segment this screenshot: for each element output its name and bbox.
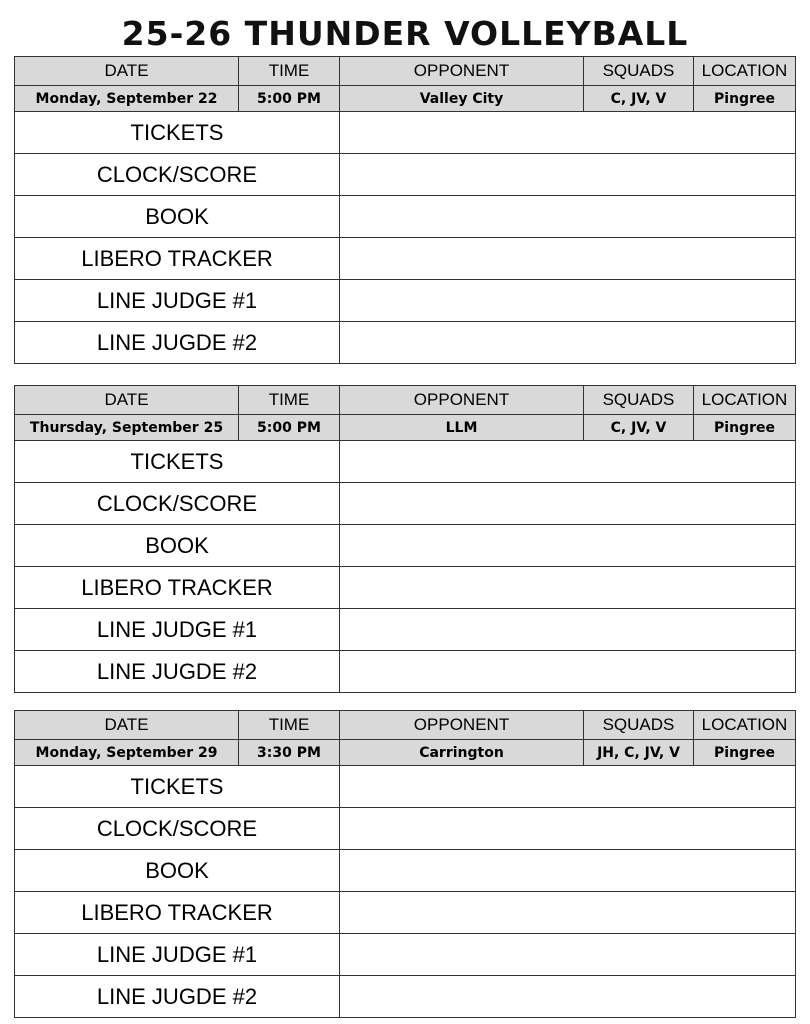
role-assignee-cell[interactable]	[340, 808, 796, 850]
game-location: Pingree	[694, 740, 796, 766]
game-table	[14, 56, 796, 364]
role-assignee-cell[interactable]	[340, 567, 796, 609]
role-label: LINE JUDGE #1	[15, 609, 340, 651]
role-row	[15, 112, 796, 154]
role-label: LIBERO TRACKER	[15, 892, 340, 934]
role-row	[15, 651, 796, 693]
header-row	[15, 57, 796, 86]
game-squads: C, JV, V	[584, 415, 694, 441]
role-assignee-cell[interactable]	[340, 322, 796, 364]
role-label: TICKETS	[15, 441, 340, 483]
game-squads: C, JV, V	[584, 86, 694, 112]
role-row	[15, 934, 796, 976]
header-row	[15, 711, 796, 740]
role-row	[15, 567, 796, 609]
role-assignee-cell[interactable]	[340, 196, 796, 238]
role-assignee-cell[interactable]	[340, 238, 796, 280]
role-label: LINE JUGDE #2	[15, 651, 340, 693]
role-assignee-cell[interactable]	[340, 609, 796, 651]
role-row	[15, 609, 796, 651]
role-row	[15, 808, 796, 850]
role-row	[15, 441, 796, 483]
role-label: CLOCK/SCORE	[15, 483, 340, 525]
game-squads: JH, C, JV, V	[584, 740, 694, 766]
squads-header: SQUADS	[584, 711, 694, 740]
role-assignee-cell[interactable]	[340, 112, 796, 154]
game-date: Monday, September 29	[15, 740, 239, 766]
role-assignee-cell[interactable]	[340, 525, 796, 567]
date-header: DATE	[15, 711, 239, 740]
role-assignee-cell[interactable]	[340, 154, 796, 196]
role-label: LIBERO TRACKER	[15, 567, 340, 609]
opponent-header: OPPONENT	[340, 386, 584, 415]
game-block-1	[14, 56, 795, 364]
role-label: BOOK	[15, 850, 340, 892]
game-time: 3:30 PM	[239, 740, 340, 766]
header-row	[15, 386, 796, 415]
role-assignee-cell[interactable]	[340, 280, 796, 322]
role-row	[15, 850, 796, 892]
role-label: TICKETS	[15, 766, 340, 808]
time-header: TIME	[239, 57, 340, 86]
game-opponent: Carrington	[340, 740, 584, 766]
role-assignee-cell[interactable]	[340, 766, 796, 808]
location-header: LOCATION	[694, 386, 796, 415]
game-row	[15, 86, 796, 112]
role-row	[15, 483, 796, 525]
squads-header: SQUADS	[584, 57, 694, 86]
role-row	[15, 766, 796, 808]
role-assignee-cell[interactable]	[340, 934, 796, 976]
game-table	[14, 385, 796, 693]
role-assignee-cell[interactable]	[340, 892, 796, 934]
role-row	[15, 280, 796, 322]
game-location: Pingree	[694, 86, 796, 112]
game-row	[15, 740, 796, 766]
role-row	[15, 322, 796, 364]
role-assignee-cell[interactable]	[340, 976, 796, 1018]
game-date: Thursday, September 25	[15, 415, 239, 441]
game-table	[14, 710, 796, 1018]
role-label: CLOCK/SCORE	[15, 154, 340, 196]
opponent-header: OPPONENT	[340, 57, 584, 86]
game-row	[15, 415, 796, 441]
squads-header: SQUADS	[584, 386, 694, 415]
time-header: TIME	[239, 386, 340, 415]
role-assignee-cell[interactable]	[340, 441, 796, 483]
page-title: 25-26 THUNDER VOLLEYBALL	[121, 14, 689, 53]
role-label: LINE JUDGE #1	[15, 934, 340, 976]
location-header: LOCATION	[694, 711, 796, 740]
role-row	[15, 892, 796, 934]
game-block-3	[14, 710, 795, 1018]
role-row	[15, 196, 796, 238]
opponent-header: OPPONENT	[340, 711, 584, 740]
game-location: Pingree	[694, 415, 796, 441]
role-label: CLOCK/SCORE	[15, 808, 340, 850]
role-assignee-cell[interactable]	[340, 651, 796, 693]
time-header: TIME	[239, 711, 340, 740]
role-label: LINE JUGDE #2	[15, 976, 340, 1018]
role-row	[15, 525, 796, 567]
role-label: TICKETS	[15, 112, 340, 154]
role-label: LINE JUDGE #1	[15, 280, 340, 322]
role-assignee-cell[interactable]	[340, 483, 796, 525]
game-time: 5:00 PM	[239, 415, 340, 441]
role-row	[15, 976, 796, 1018]
location-header: LOCATION	[694, 57, 796, 86]
date-header: DATE	[15, 386, 239, 415]
role-label: BOOK	[15, 525, 340, 567]
date-header: DATE	[15, 57, 239, 86]
role-label: LINE JUGDE #2	[15, 322, 340, 364]
game-block-2	[14, 385, 795, 693]
role-label: BOOK	[15, 196, 340, 238]
game-opponent: Valley City	[340, 86, 584, 112]
game-time: 5:00 PM	[239, 86, 340, 112]
role-assignee-cell[interactable]	[340, 850, 796, 892]
game-date: Monday, September 22	[15, 86, 239, 112]
game-opponent: LLM	[340, 415, 584, 441]
role-row	[15, 238, 796, 280]
role-row	[15, 154, 796, 196]
role-label: LIBERO TRACKER	[15, 238, 340, 280]
